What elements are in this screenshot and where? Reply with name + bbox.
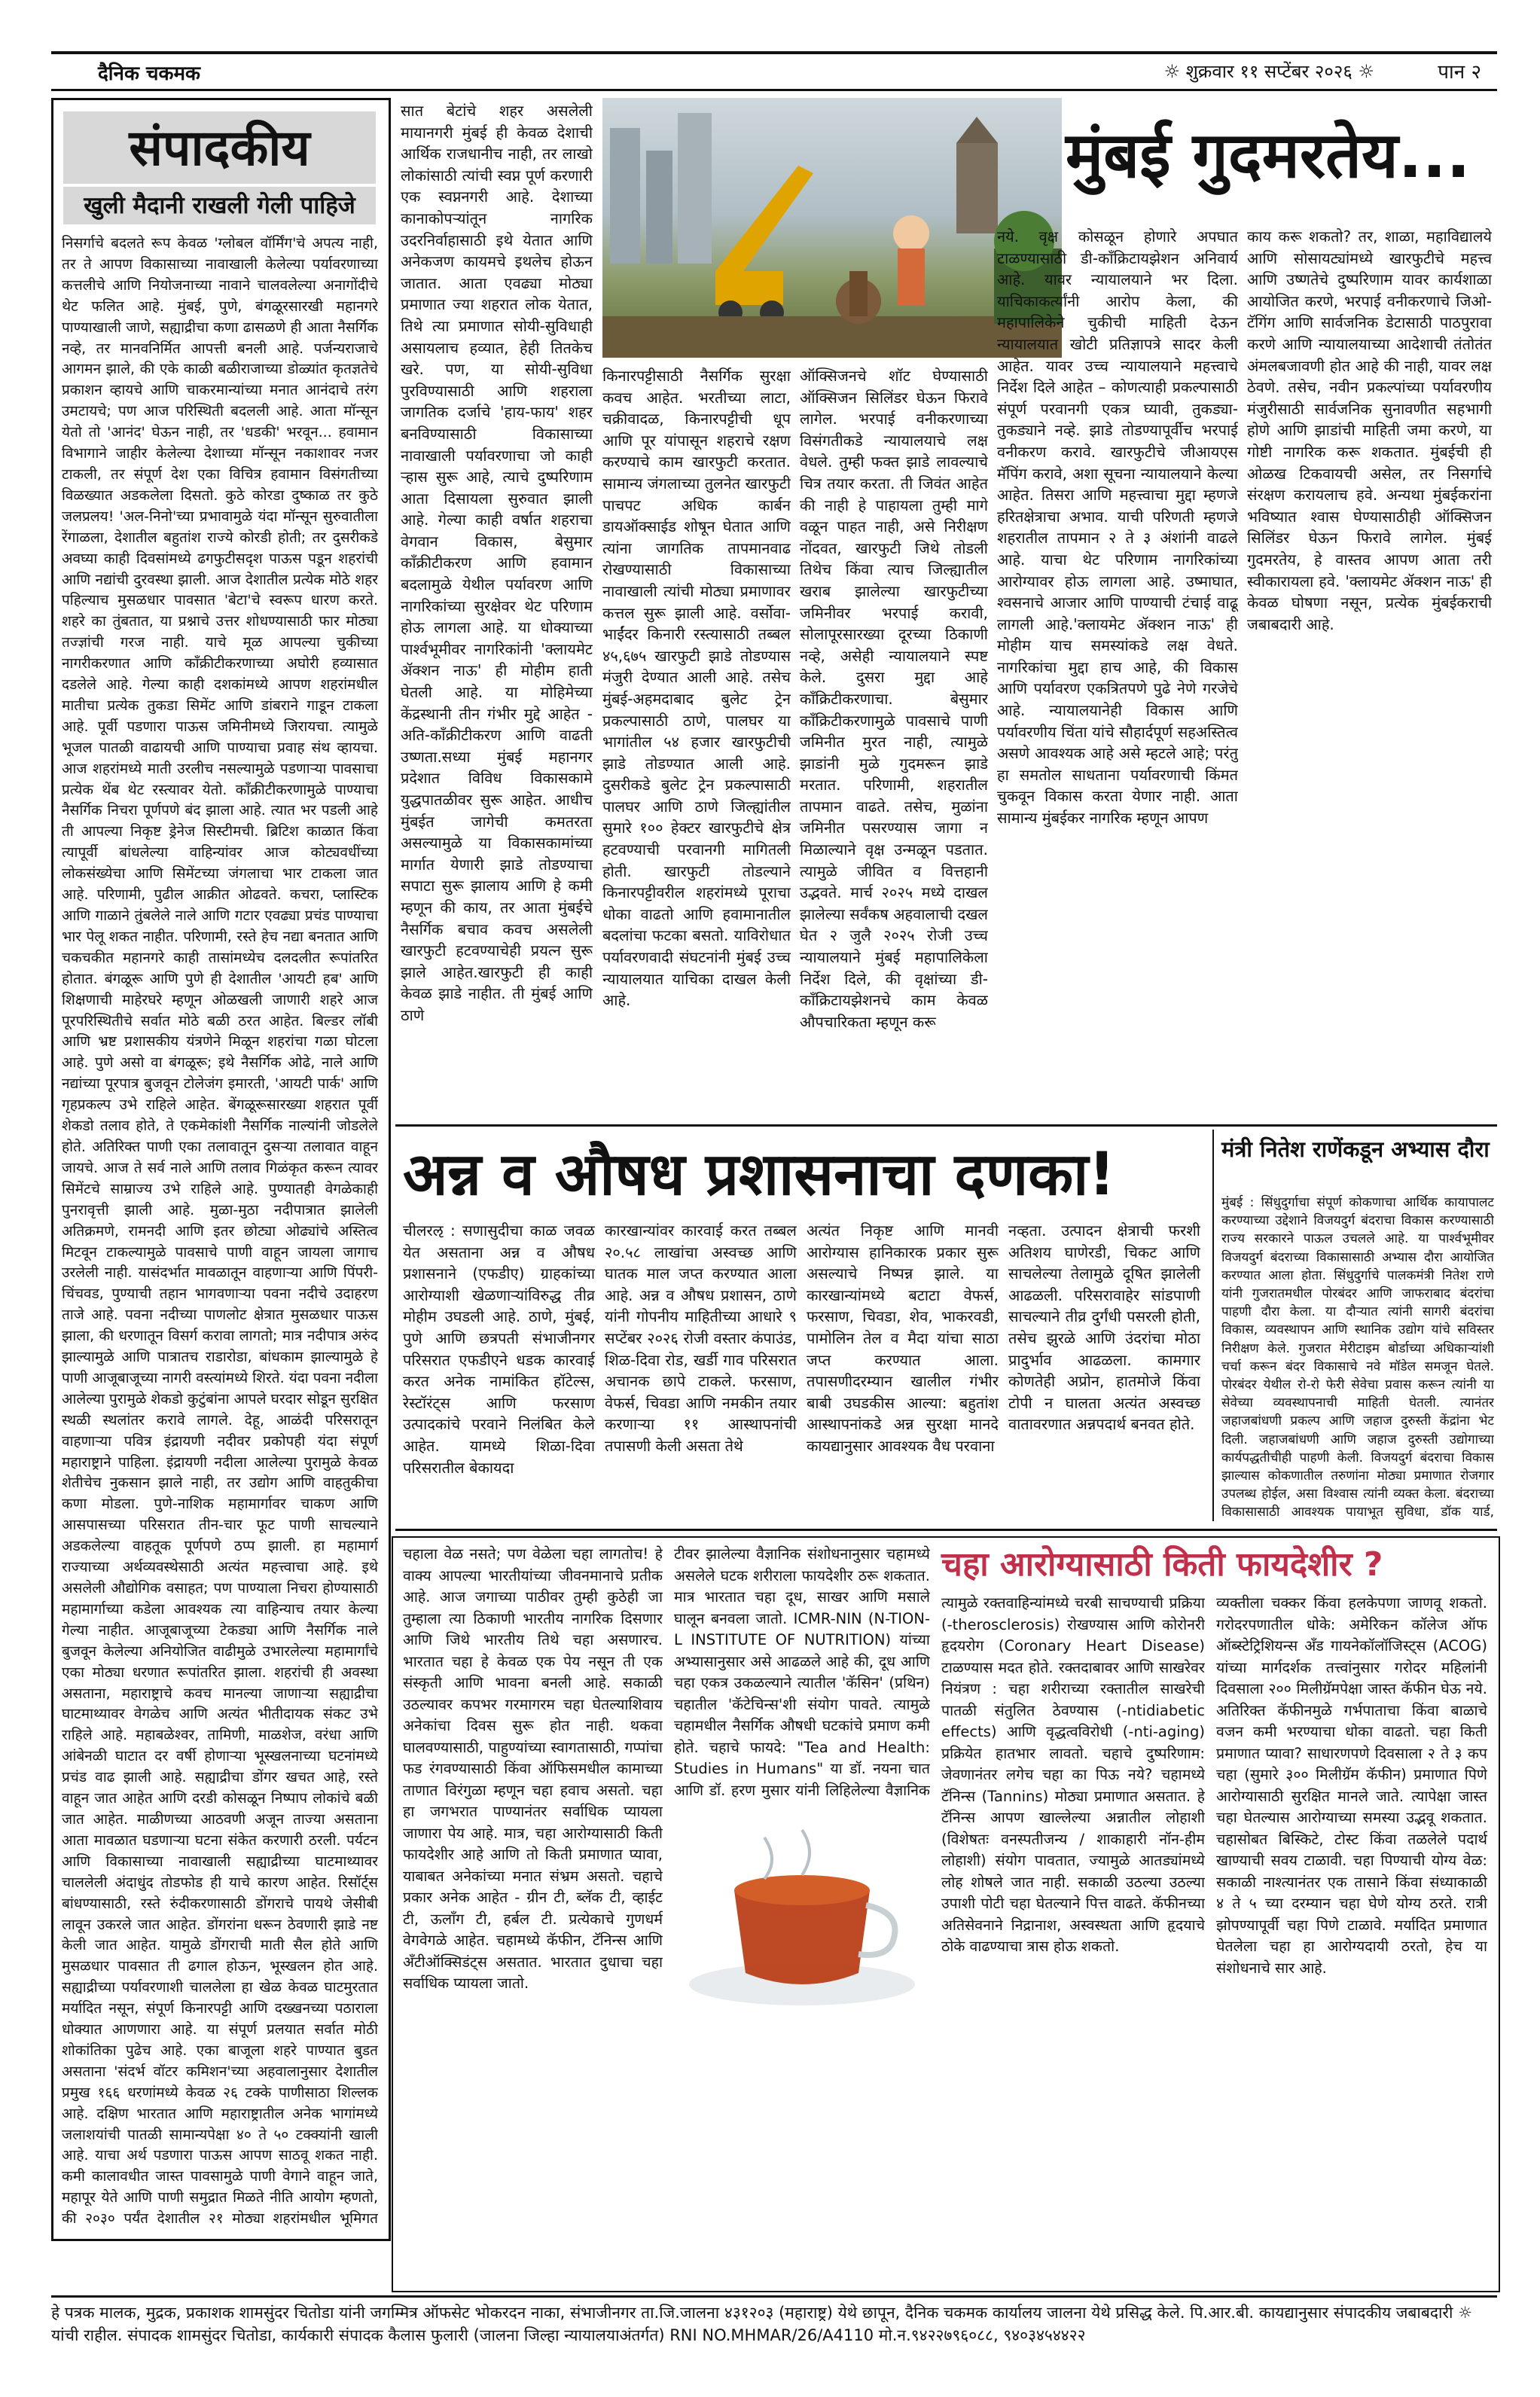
tea-col-c: त्यामुळे रक्तवाहिन्यांमध्ये चरबी साचण्याची प्रक्रिया (-therosclerosis) रोखण्यास आणि कोरोनरी हृदयरोग (Coronary Heart Disease) टाळण्यास मदत होते. रक्तदाबावर आणि साखरेवर नियंत्रण : चहा शरीराच्या रक्तातील साखरेची पातळी संतुलित ठेवण्यास (-ntidiabetic effects) आणि वृद्धत्वविरोधी (-nti-aging) प्रक्रियेत हातभार लावतो. चहाचे दुष्परिणाम: जेवणानंतर लगेच चहा का पिऊ नये? चहामध्ये टॅनिन्स (Tannins) मोठ्या प्रमाणात असतात. हे टॅनिन्स आपण खाल्लेल्या अन्नातील लोहाशी (विशेषतः वनस्पतीजन्य / शाकाहारी नॉन-हीम लोहाशी) संयोग पावतात, ज्यामुळे आतड्यांमध्ये लोह शोषले जात नाही. सकाळी उठल्या उठल्या उपाशी पोटी चहा घेतल्याने पित्त वाढते. कॅफीनच्या अतिसेवनाने निद्रानाश, अस्वस्थता आणि हृदयाचे ठोके वाढण्याचा त्रास होऊ शकतो. <box>941 1594 1205 1955</box>
top-rule <box>51 51 1497 54</box>
tea-cup-image <box>674 1807 926 2011</box>
mumbai-col-d: नये. वृक्ष कोसळून होणारे अपघात टाळण्यासाठी डी-काँक्रिटायझेशन अनिवार्य आहे. यावर न्यायालयाने भर दिला. याचिकाकर्त्यांनी आरोप केला, की महापालिकेने चुकीची माहिती देऊन न्यायालयात खोटी प्रतिज्ञापत्रे सादर केली आहेत. यावर उच्च न्यायालयाने महत्त्वाचे निर्देश दिले आहेत – कोणत्याही प्रकल्पासाठी संपूर्ण परवानगी एकत्र घ्यावी, तुकड्या-तुकड्याने नव्हे. झाडे तोडण्यापूर्वीच भरपाई वनीकरण करावे. खारफुटीचे जीआयएस मॅपिंग करावे, अशा सूचना न्यायालयाने केल्या आहेत. तिसरा आणि महत्त्वाचा मुद्दा म्हणजे हरितक्षेत्राचा अभाव. याची परिणती म्हणजे शहरातील तापमान २ ते ३ अंशांनी वाढले आहे. याचा थेट परिणाम नागरिकांच्या आरोग्यावर होऊ लागला आहे. उष्माघात, श्वसनाचे आजार आणि पाण्याची टंचाई वाढू लागली आहे.'क्लायमेट ॲक्शन नाऊ' ही मोहीम याच समस्यांकडे लक्ष वेधते. नागरिकांचा मुद्दा हाच आहे, की विकास आणि पर्यावरण एकत्रितपणे पुढे नेणे गरजेचे आहे. न्यायालयानेही विकास आणि पर्यावरणीय चिंता यांचे सौहार्दपूर्ण सहअस्तित्व असणे आवश्यक आहे असे म्हटले आहे; परंतु हा समतोल साधताना पर्यावरणाची किंमत चुकवून विकास करता येणार नाही. आता सामान्य मुंबईकर नागरिक म्हणून आपण <box>997 227 1238 828</box>
mumbai-bottom-rule <box>395 1124 1497 1127</box>
mumbai-headline: मुंबई गुदमरतेय... <box>1066 118 1471 192</box>
tea-col-a: चहाला वेळ नसते; पण वेळेला चहा लागतोच! हे वाक्य आपल्या भारतीयांच्या जीवनमानाचे प्रतीक आहे. आज जगाच्या पाठीवर तुम्ही कुठेही जा तुम्हाला त्या ठिकाणी भारतीय नागरिक दिसणार आणि जिथे भारतीय तिथे चहा असणारच. भारतात चहा हे केवळ एक पेय नसून ती एक संस्कृती आणि भावना बनली आहे. सकाळी उठल्यावर कपभर गरमागरम चहा घेतल्याशिवाय अनेकांचा दिवस सुरू होत नाही. थकवा घालवण्यासाठी, पाहुण्यांच्या स्वागतासाठी, गप्पांचा फड रंगवण्यासाठी किंवा ऑफिसमधील कामाच्या ताणात विरंगुळा म्हणून चहा हवाच असतो. चहा हा जगभरात पाण्यानंतर सर्वाधिक प्यायला जाणारा पेय आहे. मात्र, चहा आरोग्यासाठी किती फायदेशीर आहे आणि तो किती प्रमाणात प्यावा, याबाबत अनेकांच्या मनात संभ्रम असतो. चहाचे प्रकार अनेक आहेत - ग्रीन टी, ब्लॅक टी, व्हाईट टी, ऊलाँग टी, हर्बल टी. प्रत्येकाचे गुणधर्म वेगवेगळे आहेत. चहामध्ये कॅफीन, टॅनिन्स आणि अँटीऑक्सिडंट्स असतात. भारतात दुधाचा चहा सर्वाधिक प्यायला जातो. <box>403 1545 663 1992</box>
fda-bottom-rule <box>395 1529 1497 1531</box>
paper-name: दैनिक चकमक <box>98 63 200 85</box>
editorial-body: निसर्गाचे बदलते रूप केवळ 'ग्लोबल वॉर्मिंग'चे अपत्य नाही, तर ते आपण विकासाच्या नावाखाली केलेल्या पर्यावरणाच्या कत्तलीचे आणि नियोजनाच्या नावाने चालवलेल्या अनागोंदीचे थेट फलित आहे. मुंबई, पुणे, बंगळूरसारखी महानगरे पाण्याखाली जाणे, सह्याद्रीचा कणा ढासळणे ही आता नैसर्गिक नव्हे, तर मानवनिर्मित आपत्ती बनली आहे. पर्जन्यराजाचे आगमन झाले, की एके काळी बळीराजाच्या डोळ्यांत कृतज्ञतेचे प्रकाशन व्हायचे आणि चाकरमान्यांच्या मनात आनंदाचे तरंग उमटायचे; पण आज परिस्थिती बदलली आहे. आता मॉन्सून येतो तो 'आनंद' घेऊन नाही, तर 'धडकी' भरवून... हवामान विभागाने जाहीर केलेल्या देशाच्या मॉन्सून नकाशावर नजर टाकली, तर संपूर्ण देश एका विचित्र हवामान विसंगतीच्या विळख्यात अडकलेला दिसतो. कुठे कोरडा दुष्काळ तर कुठे जलप्रलय! 'अल-निनो'च्या प्रभावामुळे यंदा मॉन्सून सुरुवातीला रेंगाळला, देशातील बहुतांश राज्ये कोरडी होती; तर दुसरीकडे अवघ्या काही दिवसांमध्ये ढगफुटीसदृश पाऊस पडून शहरांची आणि नद्यांची दुरवस्था झाली. आज देशातील प्रत्येक मोठे शहर पहिल्याच मुसळधार पावसात 'बेटा'चे स्वरूप धारण करते. शहरे का तुंबतात, या प्रश्नाचे उत्तर शोधण्यासाठी फार मोठ्या तज्ज्ञांची गरज नाही. याचे मूळ आपल्या चुकीच्या नागरीकरणात आणि काँक्रीटीकरणाच्या अघोरी हव्यासात दडलेले आहे. गेल्या काही दशकांमध्ये आपण शहरांमधील मातीचा प्रत्येक तुकडा सिमेंट आणि डांबराने गाडून टाकला आहे. पूर्वी पडणारा पाऊस जमिनीमध्ये जिरायचा. त्यामुळे भूजल पातळी वाढायची आणि पाण्याचा प्रवाह संथ व्हायचा. आज शहरांमध्ये माती उरलीच नसल्यामुळे पडणाऱ्या पावसाचा प्रत्येक थेंब थेट रस्त्यावर येतो. काँक्रीटीकरणामुळे पाण्याचा नैसर्गिक निचरा पूर्णपणे बंद झाला आहे. त्यात भर पडली आहे ती आपल्या निकृष्ट ड्रेनेज सिस्टीमची. ब्रिटिश काळात किंवा त्यापूर्वी बांधलेल्या वाहिन्यांवर आज कोट्यवधींच्या लोकसंख्येचा आणि सिमेंटच्या जंगलाचा भार टाकला जात आहे. परिणामी, पुढील आक्रीत ओढवते. कचरा, प्लास्टिक आणि गाळाने तुंबलेले नाले आणि गटार एवढ्या प्रचंड पाण्याचा भार पेलू शकत नाहीत. परिणामी, रस्ते हेच नद्या बनतात आणि चकचकीत महानगरे काही तासांमध्येच दलदलीत रूपांतरित होतात. बंगळूरू आणि पुणे ही देशातील 'आयटी हब' आणि शिक्षणाची माहेरघरे म्हणून ओळखली जाणारी शहरे आज पूरपरिस्थितीचे सर्वात मोठे बळी ठरत आहेत. बिल्डर लॉबी आणि भ्रष्ट प्रशासकीय यंत्रणेने मिळून शहरांचा गळा घोटला आहे. पुणे असो वा बंगळूरू; इथे नैसर्गिक ओढे, नाले आणि नद्यांच्या पूरपात्र बुजवून टोलेजंग इमारती, 'आयटी पार्क' आणि गृहप्रकल्प उभे राहिले आहेत. बेंगळूरूसारख्या शहरात पूर्वी शेकडो तलाव होते, ते एकमेकांशी नैसर्गिक नाल्यांनी जोडलेले होते. अतिरिक्त पाणी एका तलावातून दुसऱ्या तलावात वाहून जायचे. आज ते सर्व नाले आणि तलाव गिळंकृत करून त्यावर सिमेंटचे साम्राज्य उभे राहिले आहे. पुण्यातही वेगळेकाही पुनरावृत्ती झाली आहे. मुळा-मुठा नदीपात्रात झालेली अतिक्रमणे, रामनदी आणि इतर छोट्या ओढ्यांचे अस्तित्व मिटवून टाकल्यामुळे पावसाचे पाणी वाहून जायला जागाच उरलेली नाही. यासंदर्भात मावळातून वाहणाऱ्या आणि पिंपरी-चिंचवड, पुण्याची तहान भागवणाऱ्या पवना नदीचे उदाहरण ताजे आहे. पवना नदीच्या पाणलोट क्षेत्रात मुसळधार पाऊस झाला, की धरणातून विसर्ग करावा लागतो; मात्र नदीपात्र अरुंद झाल्यामुळे आणि पात्रातच राडारोडा, बांधकाम झाल्यामुळे हे पाणी आजूबाजूच्या नागरी वस्त्यांमध्ये शिरते. यंदा पवना नदीला आलेल्या पुरामुळे शेकडो कुटुंबांना आपले घरदार सोडून सुरक्षित स्थळी स्थलांतर करावे लागले. देहू, आळंदी परिसरातून वाहणाऱ्या पवित्र इंद्रायणी नदीवर प्रकोपही यंदा संपूर्ण महाराष्ट्राने पाहिला. इंद्रायणी नदीला आलेल्या पुरामुळे केवळ शेतीचेच नुकसान झाले नाही, तर उद्योग आणि वाहतुकीचा कणा मोडला. पुणे-नाशिक महामार्गावर चाकण आणि आसपासच्या परिसरात तीन-चार फूट पाणी साचल्याने अडकलेल्या वाहतूक पूर्णपणे ठप्प झाली. हा महामार्ग राज्याच्या अर्थव्यवस्थेसाठी अत्यंत महत्त्वाचा आहे. इथे असलेली औद्योगिक वसाहत; पण पाण्याला निचरा होण्यासाठी महामार्गाच्या कडेला आवश्यक त्या वाहिन्याच तयार केल्या गेल्या नाहीत. आजूबाजूच्या टेकड्या आणि नैसर्गिक नाले बुजवून केलेल्या अनियोजित वाढीमुळे उभारलेल्या महामार्गांचे एका मोठ्या धरणात रूपांतरित झाला. शहरांची ही अवस्था असताना, महाराष्ट्राचे कवच मानल्या जाणाऱ्या सह्याद्रीचा घाटमाथ्यावर वेगळेच आणि अत्यंत भीतीदायक संकट उभे राहिले आहे. महाबळेश्वर, तामिणी, माळशेज, वरंधा आणि आंबेनळी घाटात दर वर्षी होणाऱ्या भूस्खलनाच्या घटनांमध्ये प्रचंड वाढ झाली आहे. सह्याद्रीचा डोंगर खचत आहे, रस्ते वाहून जात आहेत आणि दरडी कोसळून निष्पाप लोकांचे बळी जात आहेत. माळीणच्या आठवणी अजून ताज्या असताना आता मावळात घडणाऱ्या घटना संकेत करणारी ठरली. पर्यटन आणि विकासाच्या नावाखाली सह्याद्रीच्या घाटमाथ्यावर चाललेली अंदाधुंद तोडफोड ही याचे कारण आहेत. रिसॉर्ट्स बांधण्यासाठी, रस्ते रुंदीकरणासाठी डोंगराचे पायथे जेसीबी लावून उकरले जात आहेत. डोंगरांना धरून ठेवणारी झाडे नष्ट केली जात आहेत. यामुळे डोंगराची माती सैल होते आणि मुसळधार पावसात ती ढगाल होऊन, भूस्खलन होत आहे. सह्याद्रीच्या पर्यावरणाशी चाललेला हा खेळ केवळ घाटमुरतात मर्यादित नसून, संपूर्ण किनारपट्टी आणि दख्खनच्या पठाराला धोक्यात आणणारा आहे. या संपूर्ण प्रलयात सर्वात मोठी शोकांतिका पुढेच आहे. एका बाजूला शहरे पाण्यात बुडत असताना 'संदर्भ वॉटर कमिशन'च्या अहवालानुसार देशातील प्रमुख १६६ धरणांमध्ये केवळ २६ टक्के पाणीसाठा शिल्लक आहे. दक्षिण भारतात आणि महाराष्ट्रातील अनेक भागांमध्ये जलाशयांची पातळी सामान्यपेक्षा ४० ते ५० टक्क्यांनी खाली आहे. याचा अर्थ पडणारा पाऊस आपण साठवू शकत नाही. कमी कालावधीत जास्त पावसामुळे पाणी वेगाने वाहून जाते, महापूर येते आणि पाणी समुद्रात मिळते नीति आयोग म्हणतो, की २०३० पर्यंत देशातील २१ मोठ्या शहरांमधील भूमिगत <box>62 235 378 2228</box>
fda-col-c: अत्यंत निकृष्ट आणि मानवी आरोग्यास हानिकारक प्रकार सुरू असल्याचे निष्पन्न झाले. या कारखान्यांमध्ये बटाटा वेफर्स, फरसाण, चिवडा, शेव, भाकरवडी, पामोलिन तेल व मैदा यांचा साठा जप्त करण्यात आला. तपासणीदरम्यान खालील गंभीर बाबी उघडकीस आल्या: बहुतांश आस्थापनांकडे अन्न सुरक्षा मानदे कायद्यानुसार आवश्यक वैध परवाना <box>807 1221 999 1455</box>
minister-body: मुंबई : सिंधुदुर्गाचा संपूर्ण कोकणाचा आर्थिक कायापालट करण्याच्या उद्देशाने विजयदुर्ग बंदराचा विकास करण्यासाठी राज्य सरकारने पाऊल उचलले आहे. या पार्श्वभूमीवर विजयदुर्ग बंदराच्या विकासासाठी अभ्यास दौरा आयोजित करण्यात आला होता. सिंधुदुर्गाचे पालकमंत्री नितेश राणे यांनी गुजरातमधील पोरबंदर आणि जाफराबाद बंदरांचा पाहणी दौरा केला. या दौऱ्यात त्यांनी सागरी बंदरांचा विकास, व्यवस्थापन आणि स्थानिक उद्योग यांचे सविस्तर निरीक्षण केले. गुजरात मेरीटाइम बोर्डाच्या अधिकाऱ्यांशी चर्चा करून बंदर विकासाचे नवे मॉडेल समजून घेतले. पोरबंदर येथील रो-रो फेरी सेवेचा प्रवास करून त्यांनी या सेवेच्या व्यवस्थापनाची माहिती घेतली. त्यानंतर जहाजबांधणी प्रकल्प आणि जहाज दुरुस्ती केंद्रांना भेट दिली. जहाजबांधणी आणि जहाज दुरुस्ती उद्योगाच्या कार्यपद्धतीचीही पाहणी केली. विजयदुर्ग बंदराचा विकास झाल्यास कोकणातील तरुणांना मोठ्या प्रमाणात रोजगार उपलब्ध होईल, असा विश्वास त्यांनी व्यक्त केला. बंदराच्या विकासासाठी आवश्यक पायाभूत सुविधा, डॉक यार्ड, <box>1221 1195 1494 1520</box>
mumbai-illustration <box>602 98 1062 358</box>
tea-col-b: टीवर झालेल्या वैज्ञानिक संशोधनानुसार चहामध्ये असलेले घटक शरीराला फायदेशीर ठरू शकतात. मात्र भारतात चहा दूध, साखर आणि मसाले घालून बनवला जातो. ICMR-NIN (N-TION-L INSTITUTE OF NUTRITION) यांच्या अभ्यासानुसार असे आढळले आहे की, दूध आणि चहा एकत्र उकळल्याने त्यातील 'कॅसिन' (प्रथिन) चहातील 'कॅटेचिन्स'शी संयोग पावते. त्यामुळे चहामधील नैसर्गिक औषधी घटकांचे प्रमाण कमी होते. चहाचे फायदे: "Tea and Health: Studies in Humans" या डॉ. नयना चात आणि डॉ. हरण मुसार यांनी लिहिलेल्या वैज्ञानिक <box>674 1545 930 1799</box>
mumbai-col-b: किनारपट्टीसाठी नैसर्गिक सुरक्षा कवच आहेत. भरतीच्या लाटा, चक्रीवादळ, किनारपट्टीची धूप आणि पूर यांपासून शहराचे रक्षण करण्याचे काम खारफुटी करतात. सामान्य जंगलाच्या तुलनेत खारफुटी पाचपट अधिक कार्बन डायऑक्साईड शोषून घेतात आणि त्यांना जागतिक तापमानवाढ रोखण्यासाठी विकासाच्या नावाखाली त्यांची मोठ्या प्रमाणावर कत्तल सुरू झाली आहे. वर्सोवा-भाईंदर किनारी रस्त्यासाठी तब्बल ४५,६७५ खारफुटी झाडे तोडण्यास मंजुरी देण्यात आली आहे. तसेच मुंबई-अहमदाबाद बुलेट ट्रेन प्रकल्पासाठी ठाणे, पालघर या भागांतील ५४ हजार खारफुटीची झाडे तोडण्यात आली आहे. दुसरीकडे बुलेट ट्रेन प्रकल्पासाठी पालघर आणि ठाणे जिल्ह्यांतील सुमारे १०० हेक्टर खारफुटीचे क्षेत्र हटवण्याची परवानगी मागितली होती. खारफुटी तोडल्याने किनारपट्टीवरील शहरांमध्ये पूराचा धोका वाढतो आणि हवामानातील बदलांचा फटका बसतो. याविरोधात पर्यावरणवादी संघटनांनी मुंबई उच्च न्यायालयात याचिका दाखल केली आहे. <box>602 367 791 1010</box>
footer-rule <box>51 2295 1497 2298</box>
fda-headline: अन्न व औषध प्रशासनाचा दणका! <box>403 1141 1115 1209</box>
minister-divider <box>1212 1130 1214 1521</box>
mumbai-col-a: सात बेटांचे शहर असलेली मायानगरी मुंबई ही केवळ देशाची आर्थिक राजधानीच नाही, तर लाखो लोकांसाठी त्यांची स्वप्न पूर्ण करणारी एक स्वप्ननगरी आहे. देशाच्या कानाकोपऱ्यांतून नागरिक उदरनिर्वाहासाठी इथे येतात आणि अनेकजण कायमचे इथलेच होऊन जातात. आता एवढ्या मोठ्या प्रमाणात ज्या शहरात लोक येतात, तिथे त्या प्रमाणात सोयी-सुविधाही असायलाच हव्यात, हेही तितकेच खरे. पण, या सोयी-सुविधा पुरविण्यासाठी आणि शहराला जागतिक दर्जाचे 'हाय-फाय' शहर बनविण्यासाठी विकासाच्या नावाखाली पर्यावरणाचा जो काही ऱ्हास सुरू आहे, त्याचे दुष्परिणाम आता दिसायला सुरुवात झाली आहे. गेल्या काही वर्षात शहराचा वेगवान विकास, बेसुमार काँक्रीटीकरण आणि हवामान बदलामुळे येथील पर्यावरण आणि नागरिकांच्या सुरक्षेवर थेट परिणाम होऊ लागला आहे. या धोक्याच्या पार्श्वभूमीवर नागरिकांनी 'क्लायमेट ॲक्शन नाऊ' ही मोहीम हाती घेतली आहे. या मोहिमेच्या केंद्रस्थानी तीन गंभीर मुद्दे आहेत - अति-काँक्रीटीकरण आणि वाढती उष्णता.सध्या मुंबई महानगर प्रदेशात विविध विकासकामे युद्धपातळीवर सुरू आहेत. आधीच मुंबईत जागेची कमतरता असल्यामुळे या विकासकामांच्या मार्गात येणारी झाडे तोडण्याचा सपाटा सुरू झालाय आणि हे कमी म्हणून की काय, तर आता मुंबईचे नैसर्गिक बचाव कवच असलेली खारफुटी हटवण्याचेही प्रयत्न सुरू झाले आहेत.खारफुटी ही काही केवळ झाडे नाहीत. ती मुंबई आणि ठाणे <box>401 102 593 1024</box>
fda-col-b: कारखान्यांवर कारवाई करत तब्बल २०.५८ लाखांचा अस्वच्छ आणि घातक माल जप्त करण्यात आला आहे. अन्न व औषध प्रशासन, ठाणे यांनी गोपनीय माहितीच्या आधारे ९ सप्टेंबर २०२६ रोजी वस्तार कंपाउंड, शिळ-दिवा रोड, खर्डी गाव परिसरात अचानक छापे टाकले. फरसाण, वेफर्स, चिवडा आणि नमकीन तयार करणाऱ्या ११ आस्थापनांची तपासणी केली असता तेथे <box>605 1221 797 1455</box>
mumbai-col-c: ऑक्सिजनचे शॉट घेण्यासाठी ऑक्सिजन सिलिंडर घेऊन फिरावे लागेल. भरपाई वनीकरणाच्या विसंगतीकडे न्यायालयाचे लक्ष वेधले. तुम्ही फक्त झाडे लावल्याचे चित्र तयार करता. ती जिवंत आहेत की नाही हे पाहायला तुम्ही मागे वळून पाहत नाही, असे निरीक्षण नोंदवत, खारफुटी जिथे तोडली तिथेच किंवा त्याच जिल्ह्यातील खराब झालेल्या खारफुटीच्या जमिनीवर भरपाई करावी, सोलापूरसारख्या दूरच्या ठिकाणी नव्हे, असेही न्यायालयाने स्पष्ट केले. दुसरा मुद्दा आहे काँक्रिटीकरणाचा. बेसुमार काँक्रिटीकरणामुळे पावसाचे पाणी जमिनीत मुरत नाही, त्यामुळे झाडांनी मुळे गुदमरून झाडे मरतात. परिणामी, शहरातील तापमान वाढते. तसेच, मुळांना जमिनीत पसरण्यास जागा न मिळाल्याने वृक्ष उन्मळून पडतात. त्यामुळे जीवित व वित्तहानी उद्भवते. मार्च २०२५ मध्ये दाखल झालेल्या सर्वंकष अहवालाची दखल घेत २ जुलै २०२५ रोजी उच्च न्यायालयाने मुंबई महापालिकेला निर्देश दिले, की वृक्षांच्या डी-काँक्रिटायझेशनचे काम केवळ औपचारिकता म्हणून करू <box>800 367 988 1031</box>
tea-headline: चहा आरोग्यासाठी किती फायदेशीर ? <box>941 1545 1383 1584</box>
editorial-title: संपादकीय <box>63 111 376 184</box>
editorial-subtitle: खुली मैदानी राखली गेली पाहिजे <box>63 187 376 224</box>
header-date: ☼ शुक्रवार ११ सप्टेंबर २०२६ ☼ <box>1163 61 1374 82</box>
fda-col-d: नव्हता. उत्पादन क्षेत्राची फरशी अतिशय घाणेरडी, चिकट आणि साचलेल्या तेलामुळे दूषित झालेली आढळली. परिसरावाहेर सांडपाणी साचल्याने तीव्र दुर्गंधी पसरली होती, तसेच झुरळे आणि उंदरांचा मोठा प्रादुर्भाव आढळला. कामगार कोणतेही अप्रोन, हातमोजे किंवा टोपी न घालता अत्यंत अस्वच्छ वातावरणात अन्नपदार्थ बनवत होते. <box>1008 1221 1200 1434</box>
page-number: पान २ <box>1438 61 1481 84</box>
header-rule <box>51 89 1497 91</box>
mumbai-col-e: काय करू शकतो? तर, शाळा, महाविद्यालये आणि सोसायट्यांमध्ये खारफुटीचे महत्त्व आणि उष्णतेचे दुष्परिणाम यावर कार्यशाळा आयोजित करणे, भरपाई वनीकरणाचे जिओ-टॅगिंग आणि सार्वजनिक डेटासाठी पाठपुरावा करणे आणि न्यायालयाच्या आदेशाची तंतोतंत अंमलबजावणी होत आहे की नाही, यावर लक्ष ठेवणे. तसेच, नवीन प्रकल्पांच्या पर्यावरणीय मंजुरीसाठी सार्वजनिक सुनावणीत सहभागी होणे आणि झाडांची माहिती जमा करणे, या गोष्टी नागरिक करू शकतात. मुंबईची ही ओळख टिकवायची असेल, तर निसर्गाचे संरक्षण करायलाच हवे. अन्यथा मुंबईकरांना भविष्यात श्वास घेण्यासाठीही ऑक्सिजन सिलिंडर घेऊन फिरावे लागेल. मुंबई गुदमरतेय, हे वास्तव आपण आता तरी स्वीकारायला हवे. 'क्लायमेट ॲक्शन नाऊ' ही केवळ घोषणा नसून, प्रत्येक मुंबईकराची जबाबदारी आहे. <box>1247 227 1492 633</box>
fda-col-a: चीलरऌ : सणासुदीचा काळ जवळ येत असताना अन्न व औषध प्रशासनाने (एफडीए) ग्राहकांच्या आरोग्याशी खेळणाऱ्यांविरुद्ध तीव्र मोहीम उघडली आहे. ठाणे, मुंबई, पुणे आणि छत्रपती संभाजीनगर परिसरात एफडीएने धडक कारवाई करत अनेक नामांकित हॉटेल्स, रेस्टॉरंट्स आणि फरसाण उत्पादकांचे परवाने निलंबित केले आहेत. यामध्ये शिळा-दिवा परिसरातील बेकायदा <box>403 1221 595 1477</box>
minister-headline: मंत्री नितेश राणेंकडून अभ्यास दौरा <box>1221 1136 1490 1162</box>
footer-imprint: हे पत्रक मालक, मुद्रक, प्रकाशक शामसुंदर चितोडा यांनी जगम्मित्र ऑफसेट भोकरदन नाका, संभाजीनगर ता.जि.जालना ४३१२०३ (महाराष्ट्र) येथे छापून, दैनिक चकमक कार्यालय जालना येथे प्रसिद्ध केले. पि.आर.बी. कायद्यानुसार संपादकीय जबाबदारी ☼ यांची राहील. संपादक शामसुंदर चितोडा, कार्यकारी संपादक कैलास फुलारी (जालना जिल्हा न्यायालयाअंतर्गत) RNI NO.MHMAR/26/A4110 मो.न.९४२२७९६०८८, ९४०३४५४४२२ <box>51 2304 1472 2344</box>
tea-col-d: व्यक्तीला चक्कर किंवा हलकेपणा जाणवू शकतो. गरोदरपणातील धोके: अमेरिकन कॉलेज ऑफ ऑब्स्टेट्रिशियन्स ॲंड गायनेकॉलॉजिस्ट्स (ACOG) यांच्या मार्गदर्शक तत्त्वांनुसार गरोदर महिलांनी दिवसाला २०० मिलीग्रॅमपेक्षा जास्त कॅफीन घेऊ नये. अतिरिक्त कॅफीनमुळे गर्भपाताचा किंवा बाळाचे वजन कमी भरण्याचा धोका वाढतो. चहा किती प्रमाणात प्यावा? साधारणपणे दिवसाला २ ते ३ कप चहा (सुमारे ३०० मिलीग्रॅम कॅफीन) प्रमाणात पिणे आरोग्यासाठी सुरक्षित मानले जाते. त्यापेक्षा जास्त चहा घेतल्यास आरोग्याच्या समस्या उद्भवू शकतात. चहासोबत बिस्किटे, टोस्ट किंवा तळलेले पदार्थ खाण्याची सवय टाळावी. चहा पिण्याची योग्य वेळ: सकाळी नाश्त्यानंतर एक तासाने किंवा संध्याकाळी ४ ते ५ च्या दरम्यान चहा घेणे योग्य ठरते. रात्री झोपण्यापूर्वी चहा पिणे टाळावे. मर्यादित प्रमाणात घेतलेला चहा हा आरोग्यदायी ठरतो, हेच या संशोधनाचे सार आहे. <box>1216 1594 1487 1977</box>
